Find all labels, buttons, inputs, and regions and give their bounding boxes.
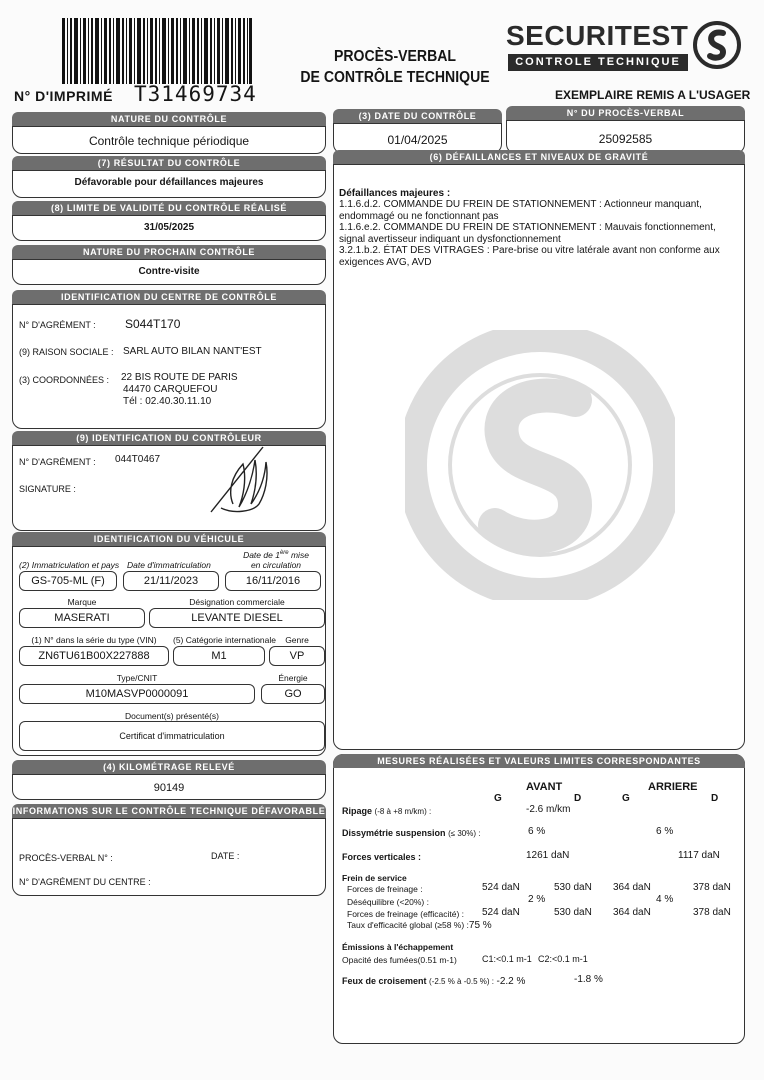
- defects-list: [339, 199, 739, 268]
- date-title: (3) DATE DU CONTRÔLE: [333, 109, 502, 123]
- result-title: (7) RÉSULTAT DU CONTRÔLE: [12, 156, 326, 170]
- nature-title: NATURE DU CONTRÔLE: [12, 112, 326, 126]
- dissymetry-label: Dissymétrie suspension (≤ 30%) :: [342, 828, 481, 838]
- copy-label: EXEMPLAIRE REMIS A L'USAGER: [555, 88, 751, 102]
- imbalance-front: 2 %: [528, 894, 546, 905]
- controller-agrement-label: N° D'AGRÉMENT :: [19, 457, 96, 467]
- efficiency-forces-rear-right: 378 daN: [693, 907, 731, 918]
- raison-label: (9) RAISON SOCIALE :: [19, 347, 114, 357]
- front-left-header: G: [494, 793, 502, 804]
- dissymetry-front: 6 %: [528, 826, 546, 837]
- brand-subtitle: CONTROLE TECHNIQUE: [508, 54, 688, 71]
- next-value: Contre-visite: [138, 266, 200, 277]
- energie-value: GO: [261, 684, 325, 704]
- designation-value: LEVANTE DIESEL: [149, 608, 325, 628]
- low-beam-right: -1.8 %: [574, 974, 603, 985]
- pv-value: 25092585: [598, 132, 653, 146]
- center-title: IDENTIFICATION DU CENTRE DE CONTRÔLE: [12, 290, 326, 304]
- opacity-label: Opacité des fumées(0.51 m-1): [342, 955, 457, 965]
- first-circulation-value: 16/11/2016: [225, 571, 321, 591]
- previous-center-label: N° D'AGRÉMENT DU CENTRE :: [19, 877, 151, 887]
- vin-value: ZN6TU61B00X227888: [19, 646, 169, 666]
- braking-forces-rear-right: 378 daN: [693, 882, 731, 893]
- validity-title: (8) LIMITE DE VALIDITÉ DU CONTRÔLE RÉALISÉ: [12, 201, 326, 215]
- securitest-logo-icon: [692, 20, 742, 70]
- km-box: [12, 774, 326, 800]
- global-efficiency-label: Taux d'efficacité global (≥58 %) :75 %: [347, 920, 492, 931]
- avant-header: AVANT: [526, 781, 563, 793]
- address-line2: 44470 CARQUEFOU: [123, 384, 218, 395]
- km-value: 90149: [153, 782, 185, 794]
- unfavorable-box: [12, 818, 326, 896]
- printed-number: T31469734: [134, 82, 257, 106]
- defect-line: signal avertisseur indiquant un dysfonctionnement: [339, 233, 561, 245]
- front-right-header: D: [574, 793, 582, 804]
- designation-label: Désignation commerciale: [189, 597, 285, 607]
- ripage-label: Ripage (-8 à +8 m/km) :: [342, 806, 432, 816]
- validity-box: [12, 215, 326, 241]
- coord-label: (3) COORDONNÉES :: [19, 375, 110, 385]
- previous-date-label: DATE :: [211, 851, 240, 861]
- defect-line: endommagé ou ne fonctionnant pas: [339, 210, 499, 222]
- pv-box: [506, 120, 745, 154]
- genre-label: Genre: [285, 635, 309, 645]
- efficiency-forces-front-left: 524 daN: [482, 907, 520, 918]
- immat-label: (2) Immatriculation et pays: [19, 560, 120, 570]
- energie-label: Énergie: [278, 673, 308, 683]
- dissymetry-rear: 6 %: [656, 826, 674, 837]
- low-beam-label: Feux de croisement (-2.5 % à -0.5 %) : -2.2 %: [342, 976, 526, 987]
- defect-line: 3.2.1.b.2. ÉTAT DES VITRAGES : Pare-brise ou vitre latérale avant non conforme aux: [339, 245, 720, 256]
- signature-label: SIGNATURE :: [19, 484, 76, 494]
- securitest-watermark-icon: [405, 330, 675, 600]
- vehicle-box: [12, 546, 326, 756]
- braking-forces-label: Forces de freinage :: [347, 884, 423, 894]
- rear-right-header: D: [711, 793, 719, 804]
- service-brake-heading: Frein de service: [342, 873, 407, 883]
- brand-logo: [506, 20, 746, 76]
- result-value: Défavorable pour défaillances majeures: [74, 177, 264, 188]
- defect-line: exigences AVG, AVD: [339, 256, 432, 268]
- marque-value: MASERATI: [19, 608, 145, 628]
- rear-left-header: G: [622, 793, 630, 804]
- imbalance-label: Déséquilibre (<20%) :: [347, 897, 429, 907]
- measures-title: MESURES RÉALISÉES ET VALEURS LIMITES CORRESPONDANTES: [333, 754, 745, 768]
- efficiency-forces-label: Forces de freinage (efficacité) :: [347, 909, 465, 919]
- controller-title: (9) IDENTIFICATION DU CONTRÔLEUR: [12, 431, 326, 445]
- ripage-value: -2.6 m/km: [526, 804, 571, 815]
- arriere-header: ARRIERE: [648, 781, 698, 793]
- documents-label: Document(s) présenté(s): [124, 711, 219, 721]
- first-circulation-label: Date de 1ère mise en circulation: [243, 549, 309, 570]
- next-title: NATURE DU PROCHAIN CONTRÔLE: [12, 245, 326, 259]
- date-value: 01/04/2025: [387, 133, 448, 147]
- defects-heading: Défaillances majeures :: [339, 188, 451, 199]
- controller-agrement-value: 044T0467: [115, 454, 161, 465]
- km-title: (4) KILOMÉTRAGE RELEVÉ: [12, 760, 326, 774]
- unfavorable-title: INFORMATIONS SUR LE CONTRÔLE TECHNIQUE DÉFAVORABLE: [12, 806, 326, 816]
- center-phone: Tél : 02.40.30.11.10: [123, 396, 212, 407]
- type-label: Type/CNIT: [116, 673, 158, 683]
- nature-value: Contrôle technique périodique: [88, 134, 250, 148]
- brand-name: SECURITEST: [506, 20, 689, 51]
- center-address: [121, 372, 238, 408]
- efficiency-forces-rear-left: 364 daN: [613, 907, 651, 918]
- imbalance-rear: 4 %: [656, 894, 674, 905]
- previous-pv-label: PROCÈS-VERBAL N° :: [19, 853, 113, 863]
- vehicle-title: IDENTIFICATION DU VÉHICULE: [12, 532, 326, 546]
- vertical-forces-front: 1261 daN: [526, 850, 570, 861]
- braking-forces-front-right: 530 daN: [554, 882, 592, 893]
- vin-label: (1) N° dans la série du type (VIN): [31, 635, 157, 645]
- center-box: [12, 304, 326, 429]
- raison-value: SARL AUTO BILAN NANT'EST: [123, 346, 262, 357]
- center-agrement-value: S044T170: [125, 317, 181, 331]
- defect-line: 1.1.6.d.2. COMMANDE DU FREIN DE STATIONNEMENT : Actionneur manquant,: [339, 199, 702, 210]
- braking-forces-front-left: 524 daN: [482, 882, 520, 893]
- next-box: [12, 259, 326, 285]
- genre-value: VP: [269, 646, 325, 666]
- controller-box: [12, 445, 326, 531]
- documents-value: Certificat d'immatriculation: [19, 721, 325, 751]
- braking-forces-rear-left: 364 daN: [613, 882, 651, 893]
- efficiency-forces-front-right: 530 daN: [554, 907, 592, 918]
- opacity-c1: C1:<0.1 m-1: [482, 954, 532, 964]
- result-box: [12, 170, 326, 198]
- date-immat-value: 21/11/2023: [123, 571, 219, 591]
- date-immat-label: Date d'immatriculation: [127, 560, 211, 570]
- opacity-c2: C2:<0.1 m-1: [538, 954, 588, 964]
- immat-value: GS-705-ML (F): [19, 571, 117, 591]
- emissions-heading: Émissions à l'échappement: [342, 942, 454, 952]
- center-agrement-label: N° D'AGRÉMENT :: [19, 320, 96, 330]
- pv-title: N° DU PROCÈS-VERBAL: [506, 106, 745, 120]
- address-line1: 22 BIS ROUTE DE PARIS: [121, 372, 238, 383]
- defect-line: 1.1.6.e.2. COMMANDE DU FREIN DE STATIONNEMENT : Mauvais fonctionnement,: [339, 222, 716, 233]
- nature-box: [12, 126, 326, 154]
- category-label: (5) Catégorie internationale: [173, 635, 277, 645]
- vertical-forces-label: Forces verticales :: [342, 852, 422, 862]
- marque-label: Marque: [67, 597, 97, 607]
- type-value: M10MASVP0000091: [19, 684, 255, 704]
- printed-number-label: N° D'IMPRIMÉ: [14, 88, 113, 104]
- validity-value: 31/05/2025: [143, 222, 195, 233]
- signature-icon: [203, 442, 293, 520]
- defects-title: (6) DÉFAILLANCES ET NIVEAUX DE GRAVITÉ: [333, 150, 745, 164]
- document-title: PROCÈS-VERBAL DE CONTRÔLE TECHNIQUE: [300, 48, 490, 86]
- category-value: M1: [173, 646, 265, 666]
- barcode: [62, 18, 252, 84]
- vertical-forces-rear: 1117 daN: [678, 850, 720, 861]
